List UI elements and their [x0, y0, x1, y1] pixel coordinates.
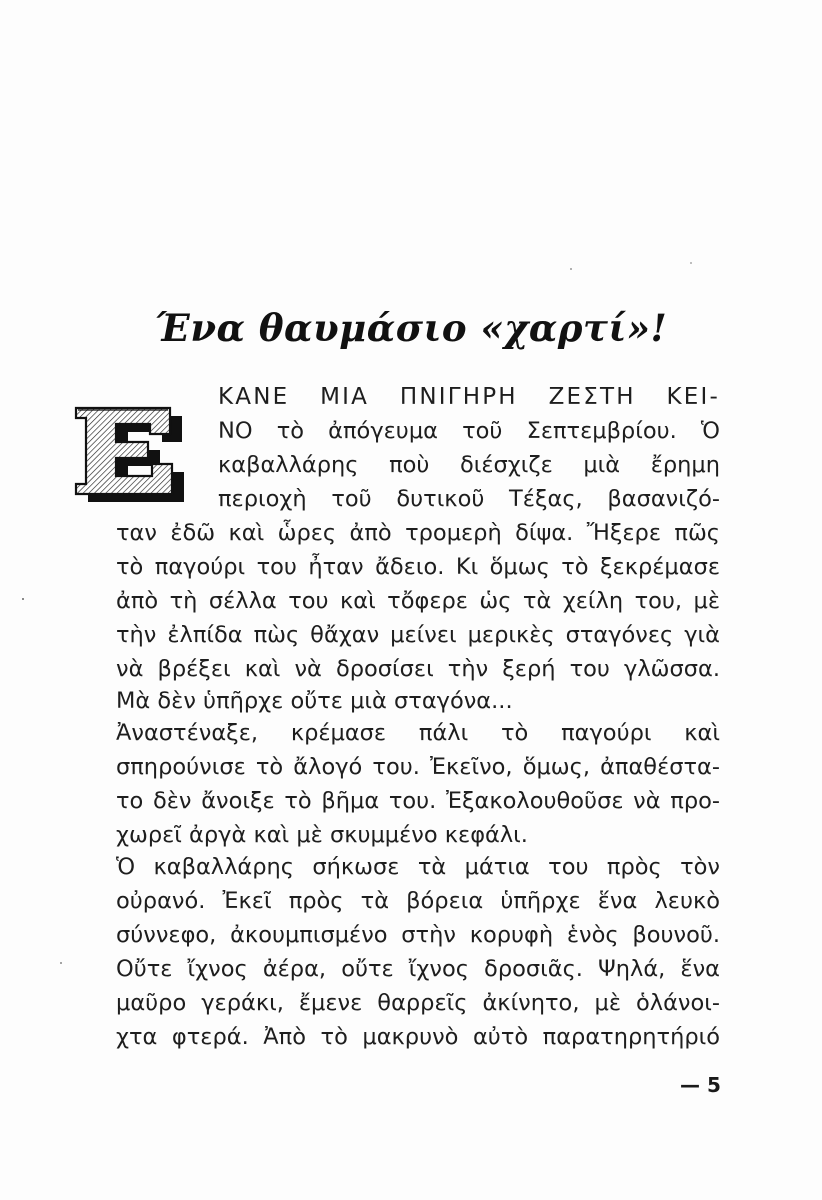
- scan-speck: [22, 598, 24, 600]
- text-line: σπηρούνισε τὸ ἄλογό του. Ἐκεῖνο, ὅμως, ἀπαθέστα-: [116, 754, 720, 780]
- text-line: τὸ παγούρι του ἦταν ἄδειο. Κι ὅμως τὸ ξεκρέμασε: [116, 554, 720, 580]
- text-line: καβαλλάρης ποὺ διέσχιζε μιὰ ἔρημη: [218, 452, 720, 478]
- text-line: το δὲν ἄνοιξε τὸ βῆμα του. Ἐξακολουθοῦσε νὰ προ-: [116, 788, 720, 814]
- text-line: χτα φτερά. Ἀπὸ τὸ μακρυνὸ αὐτὸ παρατηρητήριό: [116, 1024, 720, 1050]
- scan-speck: [690, 262, 692, 264]
- text-line: Ἀναστέναξε, κρέμασε πάλι τὸ παγούρι καὶ: [116, 720, 720, 746]
- text-line: νὰ βρέξει καὶ νὰ δροσίσει τὴν ξερή του γλῶσσα.: [116, 656, 720, 682]
- text-line: Ὁ καβαλλάρης σήκωσε τὰ μάτια του πρὸς τὸν: [116, 854, 720, 880]
- text-line: σύννεφο, ἀκουμπισμένο στὴν κορυφὴ ἑνὸς βουνοῦ.: [116, 922, 720, 948]
- scan-speck: [60, 962, 62, 964]
- drop-cap: [70, 404, 186, 506]
- scan-speck: [570, 268, 572, 270]
- text-line: χωρεῖ ἀργὰ καὶ μὲ σκυμμένο κεφάλι.: [116, 822, 528, 848]
- text-line: περιοχὴ τοῦ δυτικοῦ Τέξας, βασανιζό-: [218, 486, 720, 512]
- text-line: ταν ἐδῶ καὶ ὧρες ἀπὸ τρομερὴ δίψα. Ἤξερε πῶς: [116, 520, 720, 546]
- text-line: μαῦρο γεράκι, ἔμενε θαρρεῖς ἀκίνητο, μὲ ὁλάνοι-: [116, 990, 720, 1016]
- text-line: τὴν ἐλπίδα πὼς θἄχαν μείνει μερικὲς σταγόνες γιὰ: [116, 622, 720, 648]
- text-line: Μὰ δὲν ὑπῆρχε οὔτε μιὰ σταγόνα...: [116, 688, 513, 714]
- text-line: ΚΑΝΕ ΜΙΑ ΠΝΙΓΗΡΗ ΖΕΣΤΗ ΚΕΙ-: [218, 384, 720, 410]
- text-line: ΝΟ τὸ ἀπόγευμα τοῦ Σεπτεμβρίου. Ὁ: [218, 418, 720, 444]
- chapter-title: Ένα θαυμάσιο «χαρτί»!: [154, 306, 668, 350]
- page-number: — 5: [680, 1073, 721, 1097]
- text-line: Οὔτε ἴχνος ἀέρα, οὔτε ἴχνος δροσιᾶς. Ψηλά, ἕνα: [116, 956, 720, 982]
- text-line: ἀπὸ τὴ σέλλα του καὶ τὄφερε ὡς τὰ χείλη του, μὲ: [116, 588, 720, 614]
- text-line: οὐρανό. Ἐκεῖ πρὸς τὰ βόρεια ὑπῆρχε ἕνα λευκὸ: [116, 888, 720, 914]
